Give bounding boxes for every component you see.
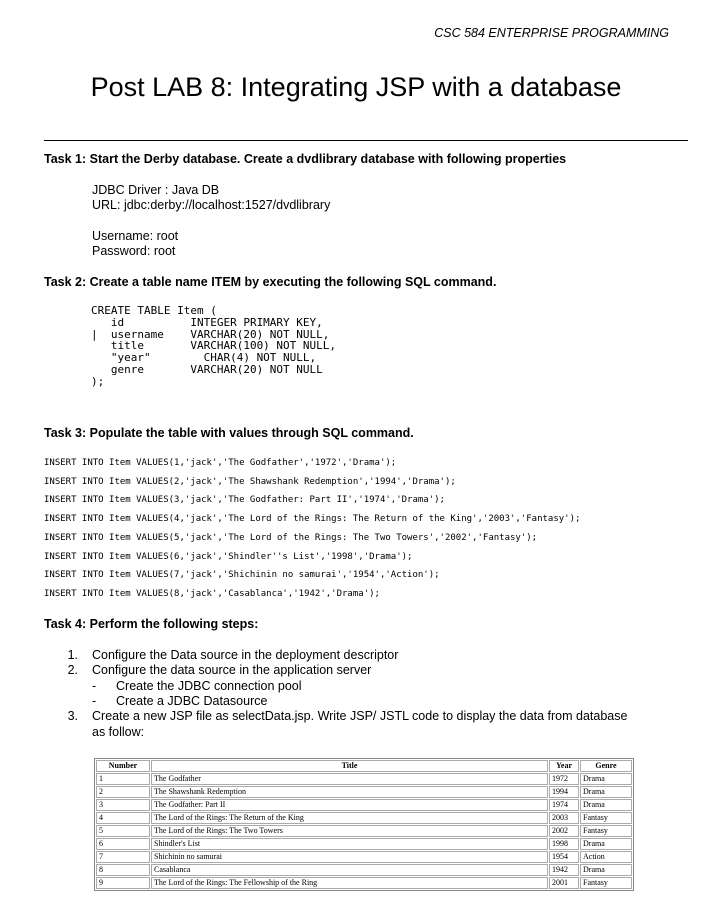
insert-statement: INSERT INTO Item VALUES(2,'jack','The Shawshank Redemption','1994','Drama'); xyxy=(44,476,456,487)
insert-statement: INSERT INTO Item VALUES(7,'jack','Shichinin no samurai','1954','Action'); xyxy=(44,570,440,581)
table-row xyxy=(96,838,632,850)
substep-connection-pool: Create the JDBC connection pool xyxy=(116,679,302,693)
course-header: CSC 584 ENTERPRISE PROGRAMMING xyxy=(434,26,669,40)
cell-number: 6 xyxy=(96,838,150,850)
column-header-title: Title xyxy=(151,760,548,772)
table-row xyxy=(96,851,632,863)
cell-number: 3 xyxy=(96,799,150,811)
cell-year: 2001 xyxy=(549,877,579,889)
task3-heading: Task 3: Populate the table with values through SQL command. xyxy=(44,426,414,440)
cell-title: The Lord of the Rings: The Return of the King xyxy=(151,812,548,824)
task2-heading: Task 2: Create a table name ITEM by executing the following SQL command. xyxy=(44,275,497,289)
cell-title: The Godfather: Part II xyxy=(151,799,548,811)
table-row xyxy=(96,786,632,798)
cell-title: The Godfather xyxy=(151,773,548,785)
db-password: Password: root xyxy=(92,244,176,258)
cell-number: 8 xyxy=(96,864,150,876)
table-row xyxy=(96,825,632,837)
cell-number: 4 xyxy=(96,812,150,824)
cell-genre: Drama xyxy=(580,864,632,876)
step-3: Create a new JSP file as selectData.jsp. Write JSP/ JSTL code to display the data from database xyxy=(92,709,628,723)
cell-number: 5 xyxy=(96,825,150,837)
page-title: Post LAB 8: Integrating JSP with a database xyxy=(90,72,622,102)
cell-genre: Fantasy xyxy=(580,877,632,889)
jdbc-url: URL: jdbc:derby://localhost:1527/dvdlibrary xyxy=(92,198,331,212)
substep-datasource: Create a JDBC Datasource xyxy=(116,694,268,708)
cell-genre: Fantasy xyxy=(580,825,632,837)
step-number: 1. xyxy=(67,648,78,662)
column-header-year: Year xyxy=(549,760,579,772)
step-3-continued: as follow: xyxy=(92,725,145,739)
bullet-dash: - xyxy=(92,679,97,693)
step-number: 3. xyxy=(67,709,78,723)
cell-title: Casablanca xyxy=(151,864,548,876)
table-row xyxy=(96,773,632,785)
result-table xyxy=(94,758,634,891)
cell-year: 1994 xyxy=(549,786,579,798)
cell-year: 1954 xyxy=(549,851,579,863)
table-row xyxy=(96,877,632,889)
cell-title: The Lord of the Rings: The Two Towers xyxy=(151,825,548,837)
cell-number: 7 xyxy=(96,851,150,863)
insert-statement: INSERT INTO Item VALUES(5,'jack','The Lord of the Rings: The Two Towers','2002','Fantasy'); xyxy=(44,532,538,543)
cell-genre: Action xyxy=(580,851,632,863)
insert-statement: INSERT INTO Item VALUES(3,'jack','The Godfather: Part II','1974','Drama'); xyxy=(44,495,445,506)
create-table-sql: CREATE TABLE Item ( id INTEGER PRIMARY KEY, | username VARCHAR(20) NOT NULL, title VARCHAR(100) NOT NULL, "year" CHAR(4) NOT NULL, genre VARCHAR(20) NOT NULL ); xyxy=(91,304,337,388)
cell-year: 1972 xyxy=(549,773,579,785)
cell-title: The Lord of the Rings: The Fellowship of the Ring xyxy=(151,877,548,889)
column-header-genre: Genre xyxy=(580,760,632,772)
title-divider xyxy=(44,140,688,141)
insert-statement: INSERT INTO Item VALUES(6,'jack','Shindler''s List','1998','Drama'); xyxy=(44,551,413,562)
cell-genre: Fantasy xyxy=(580,812,632,824)
cell-year: 1998 xyxy=(549,838,579,850)
cell-genre: Drama xyxy=(580,799,632,811)
cell-title: The Shawshank Redemption xyxy=(151,786,548,798)
cell-genre: Drama xyxy=(580,786,632,798)
table-row xyxy=(96,864,632,876)
db-username: Username: root xyxy=(92,229,179,243)
cell-year: 2002 xyxy=(549,825,579,837)
task4-heading: Task 4: Perform the following steps: xyxy=(44,617,259,631)
insert-statement: INSERT INTO Item VALUES(8,'jack','Casablanca','1942','Drama'); xyxy=(44,588,380,599)
cell-number: 9 xyxy=(96,877,150,889)
insert-statement: INSERT INTO Item VALUES(1,'jack','The Godfather','1972','Drama'); xyxy=(44,458,397,468)
cell-year: 1974 xyxy=(549,799,579,811)
step-1: Configure the Data source in the deployment descriptor xyxy=(92,648,399,662)
cell-genre: Drama xyxy=(580,838,632,850)
cell-genre: Drama xyxy=(580,773,632,785)
jdbc-driver: JDBC Driver : Java DB xyxy=(92,183,220,197)
step-number: 2. xyxy=(67,663,78,677)
column-header-number: Number xyxy=(96,760,150,772)
cell-year: 1942 xyxy=(549,864,579,876)
insert-statement: INSERT INTO Item VALUES(4,'jack','The Lord of the Rings: The Return of the King','2003','Fantasy'); xyxy=(44,514,581,525)
cell-title: Shindler's List xyxy=(151,838,548,850)
cell-year: 2003 xyxy=(549,812,579,824)
table-row xyxy=(96,812,632,824)
bullet-dash: - xyxy=(92,694,97,708)
cell-title: Shichinin no samurai xyxy=(151,851,548,863)
table-row xyxy=(96,799,632,811)
cell-number: 1 xyxy=(96,773,150,785)
table-header-row xyxy=(96,760,632,772)
step-2: Configure the data source in the application server xyxy=(92,663,372,677)
cell-number: 2 xyxy=(96,786,150,798)
task1-heading: Task 1: Start the Derby database. Create a dvdlibrary database with following properties xyxy=(44,152,567,166)
